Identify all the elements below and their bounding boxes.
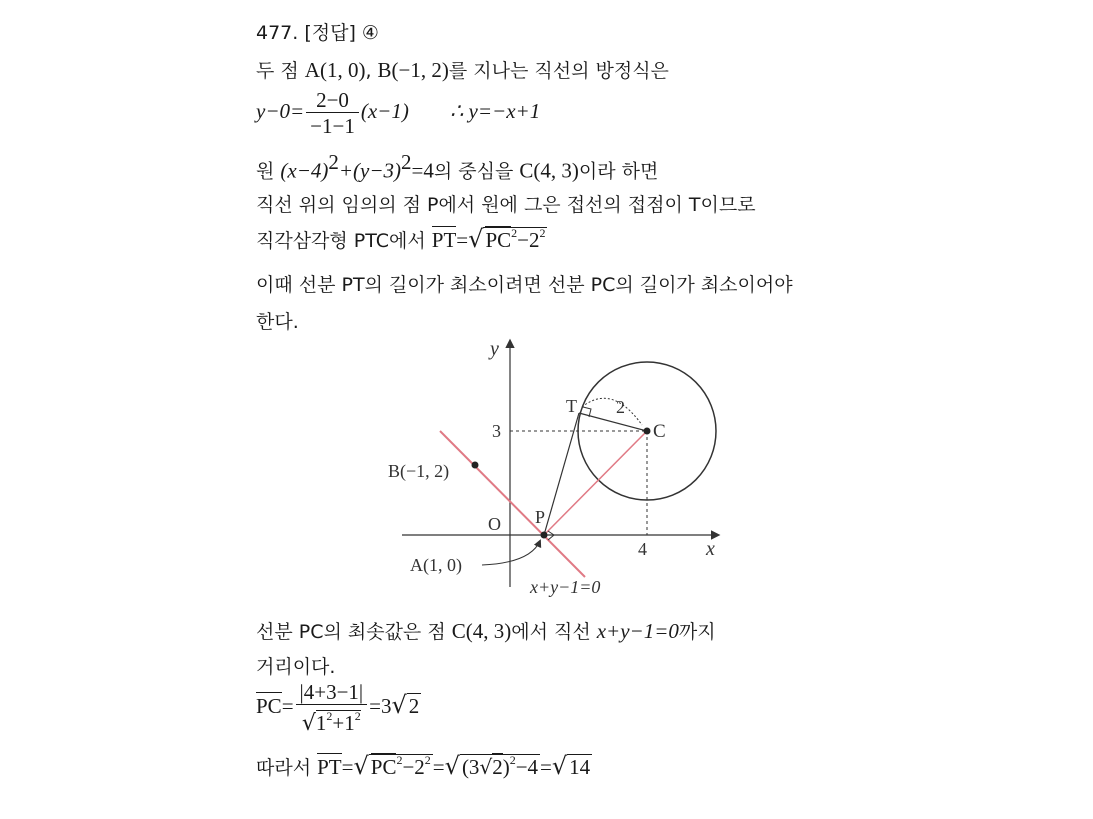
minimum-condition-end: 한다. [256,311,299,333]
right-triangle-line: 직각삼각형 PTC에서 $PT=√PC^2-2^2$ [256,225,546,253]
y-axis-label: y [490,338,499,360]
segment-PT: PT [431,228,457,252]
tick-x4: 4 [638,539,647,559]
point-A: A(1, 0) [304,58,366,82]
point-B-dot [472,462,479,469]
point-C-dot [644,428,651,435]
label-P: P [535,507,546,527]
label-line-eq: x+y−1=0 [530,577,601,597]
point-P-dot [541,532,548,539]
final-answer: 14 [569,755,591,779]
radius-arc [582,398,642,425]
coordinate-figure [380,335,730,600]
label-T: T [566,396,577,416]
problem-title: 477. [정답] ④ [256,22,379,44]
label-B: B(−1, 2) [388,461,450,481]
origin-label: O [488,514,501,534]
line-points: 두 점 A(1, 0), B(−1, 2)를 지나는 직선의 방정식은 [256,58,669,82]
pc-distance-equation: PC= $\frac{|4+3-1|}{√1^2+1^2}$ =3√2 [256,680,420,736]
equation-line: y−0= $\frac{2-0}{-1-1}$ (x−1) ∴ y=−x+1 [256,88,541,138]
circle-center-line: 원 $(x-4)^2+(y-3)^2=4$의 중심을 C(4, 3)이라 하면 [256,150,659,183]
x-axis-label: x [706,538,715,560]
distance-sentence-end: 거리이다. [256,656,336,678]
label-A: A(1, 0) [410,555,462,575]
distance-sentence: 선분 PC의 최솟값은 점 C(4, 3)에서 직선 x+y−1=0까지 [256,619,716,643]
label-radius: 2 [616,397,625,417]
slope-fraction: $\frac{2-0}{-1-1}$ [306,88,359,139]
pt-final-equation: 따라서 $PT=√PC^2-2^2=√(3√2)^2-4=√14$ [256,752,591,780]
tick-y3: 3 [492,421,501,441]
point-C: C(4, 3) [519,158,579,183]
point-B: B(−1, 2) [377,58,449,82]
minimum-condition: 이때 선분 PT의 길이가 최소이려면 선분 PC의 길이가 최소이어야 [256,274,793,296]
tangent-sentence: 직선 위의 임의의 점 P에서 원에 그은 접선의 접점이 T이므로 [256,194,756,216]
line-result: ∴ y=−x+1 [449,99,541,123]
sqrt-expression: $√PC^2-2^2$ [468,225,546,253]
arrow-A [482,541,540,565]
label-C: C [653,421,666,442]
